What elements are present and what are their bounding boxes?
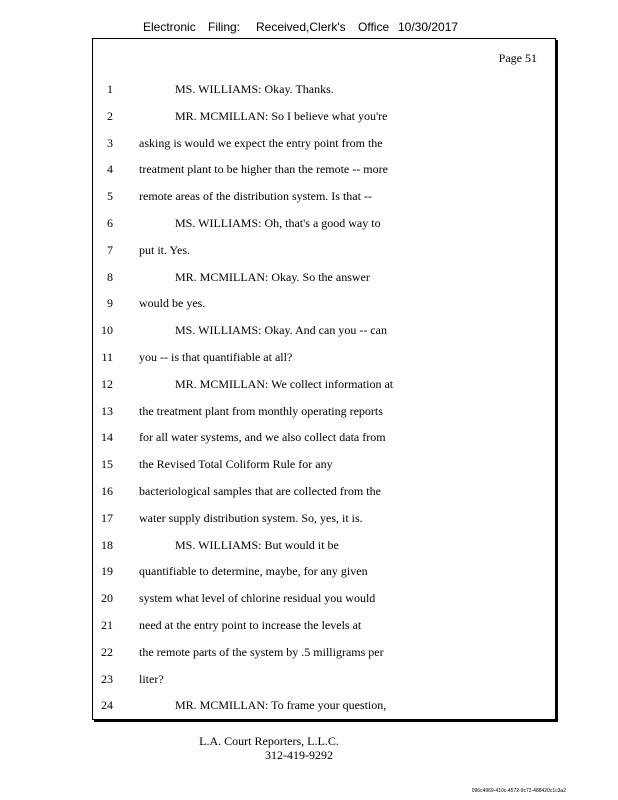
transcript-line — [93, 644, 555, 660]
line-number: 9 — [107, 296, 113, 311]
transcript-line — [93, 590, 555, 606]
line-text: you -- is that quantifiable at all? — [139, 350, 293, 364]
transcript-line — [93, 429, 555, 445]
line-number: 12 — [101, 376, 113, 391]
line-number: 3 — [107, 135, 113, 150]
line-text: MS. WILLIAMS: Okay. And can you -- can — [175, 323, 387, 338]
transcript-line — [93, 483, 555, 499]
line-number: 19 — [101, 564, 113, 579]
transcript-line — [93, 349, 555, 365]
line-number: 15 — [101, 457, 113, 472]
line-text: MS. WILLIAMS: But would it be — [175, 537, 339, 552]
transcript-line — [93, 269, 555, 285]
line-text: quantifiable to determine, maybe, for any given — [139, 564, 368, 579]
header-electronic: Electronic — [143, 20, 196, 34]
line-text: the remote parts of the system by .5 milligrams per — [139, 644, 384, 659]
line-number: 10 — [101, 323, 113, 338]
line-text: bacteriological samples that are collected from the — [139, 484, 381, 498]
transcript-line — [93, 403, 555, 419]
line-text: liter? — [139, 671, 164, 686]
line-text: MS. WILLIAMS: Oh, that's a good way to — [175, 216, 381, 230]
transcript-line — [93, 376, 555, 392]
line-number: 6 — [107, 216, 113, 230]
line-text: MR. MCMILLAN: Okay. So the answer — [175, 269, 370, 284]
transcript-line — [93, 188, 555, 204]
footer-phone: 312-419-9292 — [265, 748, 333, 762]
line-number: 5 — [107, 189, 113, 204]
line-text: the Revised Total Coliform Rule for any — [139, 457, 333, 472]
transcript-line — [93, 456, 555, 472]
line-number: 4 — [107, 162, 113, 177]
header-received: Received,Clerk's — [256, 20, 346, 34]
line-number: 21 — [101, 618, 113, 632]
transcript-line — [93, 671, 555, 687]
transcript-page — [92, 38, 556, 720]
line-number: 8 — [107, 269, 113, 284]
line-text: system what level of chlorine residual you would — [139, 591, 376, 606]
document-hash: 096c4969-410c-4572-9c72-488420c1c3a2 — [471, 788, 566, 794]
line-number: 14 — [101, 430, 113, 445]
transcript-line — [93, 161, 555, 177]
page-number: Page 51 — [498, 51, 537, 65]
line-text: MR. MCMILLAN: To frame your question, — [175, 698, 387, 713]
line-number: 1 — [107, 82, 113, 96]
transcript-line — [93, 322, 555, 338]
line-text: put it. Yes. — [139, 242, 191, 257]
transcript-line — [93, 537, 555, 553]
line-number: 2 — [107, 108, 113, 123]
header-date: 10/30/2017 — [398, 20, 459, 34]
line-text: treatment plant to be higher than the remote -- more — [139, 162, 388, 177]
transcript-line — [93, 295, 555, 311]
line-text: for all water systems, and we also collect data from — [139, 430, 386, 445]
line-number: 11 — [101, 350, 113, 364]
line-number: 24 — [101, 698, 113, 713]
line-number: 18 — [101, 537, 113, 552]
transcript-line — [93, 81, 555, 97]
transcript-line — [93, 242, 555, 258]
line-number: 13 — [101, 403, 113, 418]
line-text: MS. WILLIAMS: Okay. Thanks. — [175, 82, 334, 96]
line-text: need at the entry point to increase the levels at — [139, 618, 362, 632]
line-text: remote areas of the distribution system. Is that -- — [139, 189, 372, 204]
line-number: 20 — [101, 591, 113, 606]
footer-company: L.A. Court Reporters, L.L.C. — [199, 734, 339, 748]
line-text: MR. MCMILLAN: We collect information at — [175, 376, 394, 391]
transcript-line — [93, 617, 555, 633]
transcript-line — [93, 697, 555, 713]
line-number: 16 — [101, 484, 113, 498]
line-text: would be yes. — [139, 296, 206, 311]
line-number: 17 — [101, 510, 113, 525]
line-number: 22 — [101, 644, 113, 659]
transcript-line — [93, 563, 555, 579]
line-number: 7 — [107, 242, 113, 257]
line-text: asking is would we expect the entry point from the — [139, 135, 383, 150]
transcript-line — [93, 215, 555, 231]
line-number: 23 — [101, 671, 113, 686]
transcript-line — [93, 510, 555, 526]
line-text: water supply distribution system. So, yes, it is. — [139, 510, 363, 525]
line-text: the treatment plant from monthly operating reports — [139, 403, 383, 418]
transcript-line — [93, 135, 555, 151]
header-office: Office — [358, 20, 390, 34]
line-text: MR. MCMILLAN: So I believe what you're — [175, 108, 388, 123]
header-filing: Filing: — [208, 20, 241, 34]
filing-header — [0, 20, 618, 36]
transcript-line — [93, 108, 555, 124]
